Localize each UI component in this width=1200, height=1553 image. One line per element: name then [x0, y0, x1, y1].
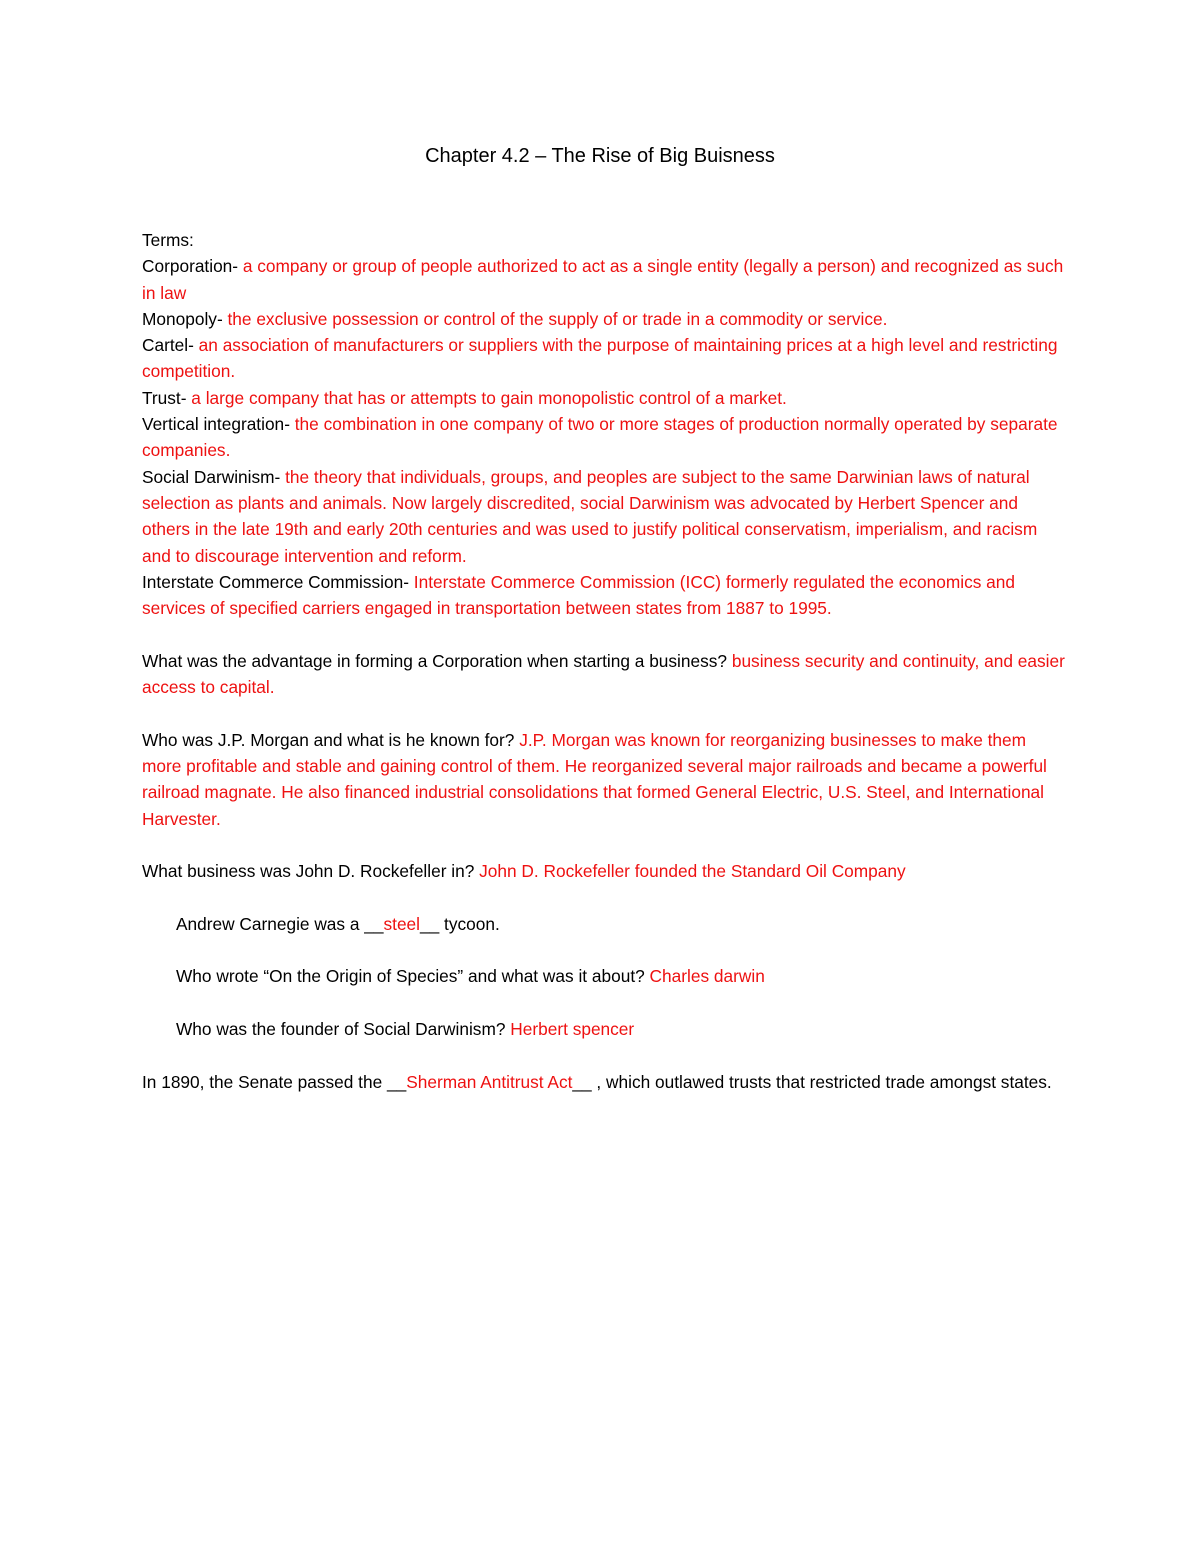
- term-label: Interstate Commerce Commission: [142, 571, 404, 592]
- answer-text: business security and continuity, and easier access to capital.: [142, 650, 1065, 698]
- question-text: What was the advantage in forming a Corporation when starting a business?: [142, 650, 732, 671]
- term-definition: the combination in one company of two or more stages of production normally operated by separate companies.: [142, 414, 1058, 461]
- answer-text: J.P. Morgan was known for reorganizing businesses to make them more profitable and stable and gaining control of them. He reorganized several major railroads and became a powerful railroad magnate. He also financed industrial consolidations that formed General Electric, U.S. Steel, and International Harvester.: [142, 729, 1047, 829]
- answer-text: steel: [383, 913, 421, 934]
- fill-in-sherman-act: [142, 1069, 1067, 1095]
- term-entry-corporation: [142, 253, 1067, 306]
- question-corporation-advantage: [142, 648, 1067, 701]
- term-definition: the theory that individuals, groups, and peoples are subject to the same Darwinian laws of natural selection as plants and animals. Now largely discredited, social Darwinism was advocated by Herbert Spencer and others in the late 19th and early 20th centuries and was used to justify political conservatism, imperialism, and racism and to discourage intervention and reform.: [142, 466, 1038, 566]
- terms-heading: Terms:: [142, 230, 194, 250]
- term-separator: -: [216, 308, 228, 329]
- term-label: Monopoly: [142, 308, 217, 329]
- question-text: Who wrote “On the Origin of Species” and what was it about?: [176, 966, 650, 987]
- term-label: Cartel: [142, 335, 189, 356]
- question-text: What business was John D. Rockefeller in?: [142, 861, 480, 882]
- answer-text: Charles darwin: [649, 966, 765, 987]
- term-separator: -: [403, 571, 414, 592]
- term-separator: -: [274, 466, 286, 487]
- question-origin-of-species: [142, 963, 1067, 989]
- document-body: [142, 227, 1067, 1095]
- term-definition: a company or group of people authorized to act as a single entity (legally a person) and recognized as such in law: [142, 256, 1064, 303]
- question-text: Who was J.P. Morgan and what is he known for?: [142, 729, 520, 750]
- term-entry-trust: [142, 385, 1067, 411]
- term-label: Social Darwinism: [142, 466, 275, 487]
- term-entry-vertical-integration: [142, 411, 1067, 464]
- answer-text: John D. Rockefeller founded the Standard Oil Company: [479, 861, 906, 882]
- question-jp-morgan: [142, 727, 1067, 832]
- term-label: Trust: [142, 387, 181, 408]
- term-label: Vertical integration: [142, 414, 285, 435]
- term-separator: -: [284, 414, 295, 435]
- question-text: In 1890, the Senate passed the __: [142, 1071, 407, 1092]
- term-separator: -: [180, 387, 192, 408]
- question-rockefeller: [142, 858, 1067, 884]
- term-definition: an association of manufacturers or suppliers with the purpose of maintaining prices at a high level and restricting competition.: [142, 335, 1058, 382]
- term-entry-icc: [142, 569, 1067, 622]
- answer-text: Herbert spencer: [510, 1018, 635, 1039]
- question-text-end: __ tycoon.: [420, 913, 500, 934]
- term-label: Corporation: [142, 256, 233, 277]
- term-separator: -: [188, 335, 199, 356]
- term-entry-social-darwinism: [142, 464, 1067, 569]
- term-definition: Interstate Commerce Commission (ICC) formerly regulated the economics and services of specified carriers engaged in transportation between states from 1887 to 1995.: [142, 571, 1015, 619]
- term-definition: a large company that has or attempts to gain monopolistic control of a market.: [191, 387, 787, 408]
- page-title: Chapter 4.2 – The Rise of Big Buisness: [425, 145, 775, 167]
- term-definition: the exclusive possession or control of the supply of or trade in a commodity or service.: [227, 308, 888, 329]
- answer-text: Sherman Antitrust Act: [406, 1071, 573, 1092]
- question-text-end: __ , which outlawed trusts that restricted trade amongst states.: [572, 1071, 1052, 1092]
- question-text: Who was the founder of Social Darwinism?: [176, 1018, 511, 1039]
- term-separator: -: [232, 256, 243, 277]
- question-social-darwinism-founder: [142, 1016, 1067, 1042]
- term-entry-monopoly: [142, 306, 1067, 332]
- term-entry-cartel: [142, 332, 1067, 385]
- fill-in-carnegie: [142, 911, 1067, 937]
- question-text: Andrew Carnegie was a __: [176, 913, 384, 934]
